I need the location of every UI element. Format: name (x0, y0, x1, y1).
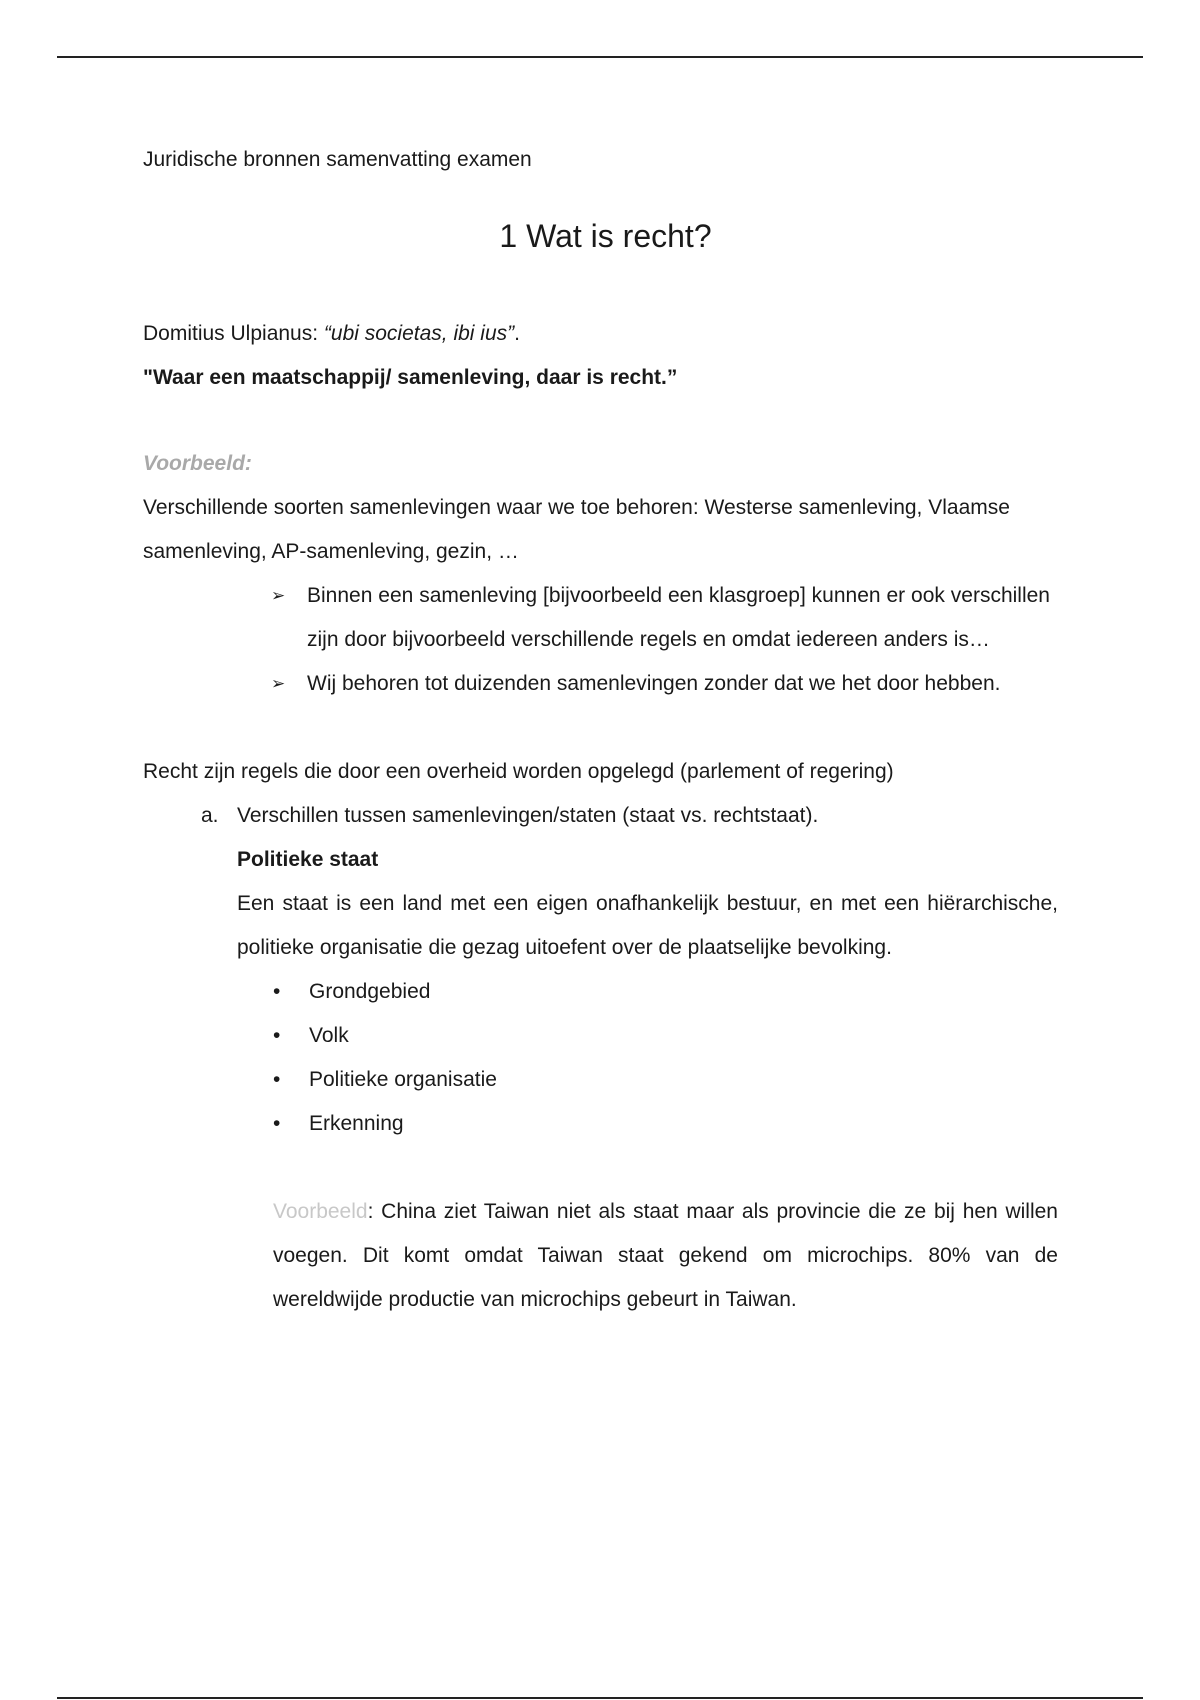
list-item (271, 662, 1058, 706)
arrow-bullet-icon: ➢ (271, 586, 286, 605)
spacer (143, 706, 1058, 750)
document-header-title: Juridische bronnen samenvatting examen (143, 148, 532, 171)
bullet-icon: • (273, 1024, 281, 1047)
list-item (273, 970, 1058, 1014)
bottom-rule (57, 1697, 1143, 1699)
quote-line (143, 312, 1058, 356)
example-intro: Verschillende soorten samenlevingen waar we toe behoren: Westerse samenleving, Vlaamse samenleving, AP-samenleving, gezin, … (143, 496, 1010, 563)
example-label: Voorbeeld: (143, 452, 252, 475)
quote-translation: "Waar een maatschappij/ samenleving, daar is recht.” (143, 366, 678, 389)
element-text: Grondgebied (309, 980, 431, 1003)
element-text: Politieke organisatie (309, 1068, 497, 1091)
state-elements-list (237, 970, 1058, 1146)
list-item (273, 1014, 1058, 1058)
arrow-bullet-icon: ➢ (271, 674, 286, 693)
alpha-list (143, 794, 1058, 1322)
section-a-title: Verschillen tussen samenlevingen/staten (staat vs. rechtstaat). (237, 804, 819, 827)
top-rule (57, 56, 1143, 58)
example-text: : China ziet Taiwan niet als staat maar als provincie die ze bij hen willen voegen. Dit komt omdat Taiwan staat gekend om microchips. 80% van de wereldwijde productie van microchips gebeurt in Taiwan. (273, 1200, 1058, 1311)
example-label-inline: Voorbeeld (273, 1200, 368, 1223)
quote-latin: “ubi societas, ibi ius” (323, 322, 515, 345)
bullet-icon: • (273, 1068, 281, 1091)
state-description: Een staat is een land met een eigen onafhankelijk bestuur, en met een hiërarchische, politieke organisatie die gezag uitoefent over de plaatselijke bevolking. (237, 892, 1058, 959)
quote-end: . (514, 322, 520, 345)
arrow-list (143, 574, 1058, 706)
section-subheading: Politieke staat (237, 848, 379, 871)
document-body (143, 140, 1058, 1322)
taiwan-example (273, 1190, 1058, 1322)
element-text: Erkenning (309, 1112, 404, 1135)
arrow-item-text: Binnen een samenleving [bijvoorbeeld een klasgroep] kunnen er ook verschillen zijn door bijvoorbeeld verschillende regels en omdat iedereen anders is… (307, 584, 1050, 651)
list-item (271, 574, 1058, 662)
list-item (273, 1058, 1058, 1102)
list-item (273, 1102, 1058, 1146)
alpha-list-item (143, 794, 1058, 1322)
bullet-icon: • (273, 980, 281, 1003)
bullet-icon: • (273, 1112, 281, 1135)
chapter-title: 1 Wat is recht? (499, 218, 712, 254)
element-text: Volk (309, 1024, 349, 1047)
arrow-item-text: Wij behoren tot duizenden samenlevingen zonder dat we het door hebben. (307, 672, 1001, 695)
definition-text: Recht zijn regels die door een overheid worden opgelegd (parlement of regering) (143, 760, 894, 783)
quote-author: Domitius Ulpianus: (143, 322, 324, 345)
alpha-marker: a. (201, 804, 219, 827)
